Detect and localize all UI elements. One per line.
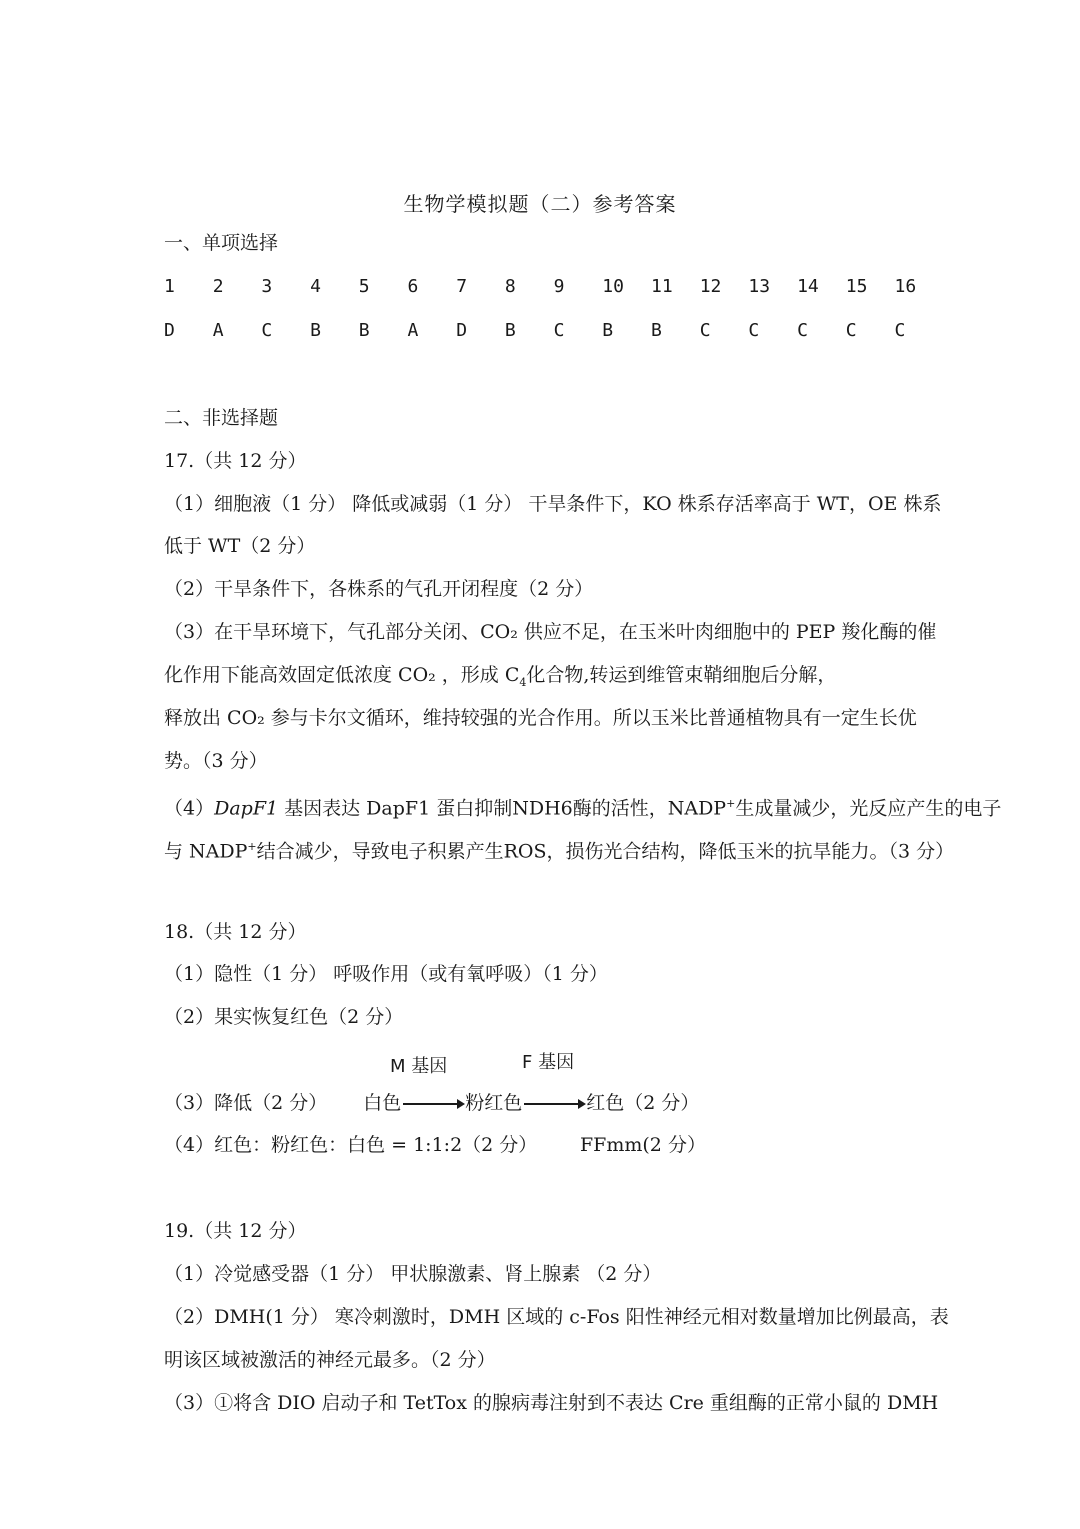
- c4-subscript: 4: [519, 675, 527, 689]
- question-number: 3: [261, 276, 273, 297]
- color-white: 白色: [363, 1092, 402, 1114]
- q17-part4-line2-rest: 结合减少，导致电子积累产生ROS，损伤光合结构，降低玉米的抗旱能力。（3 分）: [256, 840, 955, 863]
- q17-part4-mid: 基因表达 DapF1 蛋白抑制NDH6酶的活性，NADP: [278, 797, 727, 820]
- question-number: 15: [845, 276, 868, 297]
- question-number: 6: [407, 276, 419, 297]
- q17-part3-line3: 释放出 CO₂ 参与卡尔文循环，维持较强的光合作用。所以玉米比普通植物具有一定生长优: [164, 707, 917, 729]
- answer-letter: A: [407, 320, 419, 341]
- answer-letter: B: [504, 320, 516, 341]
- question-number: 5: [358, 276, 370, 297]
- question-number: 13: [748, 276, 771, 297]
- q17-part1-line1: （1）细胞液（1 分） 降低或减弱（1 分） 干旱条件下，KO 株系存活率高于 WT，OE 株系: [164, 493, 942, 515]
- question-number: 12: [699, 276, 722, 297]
- color-red: 红色（2 分）: [586, 1092, 700, 1114]
- question-number: 14: [797, 276, 819, 297]
- arrow-icon: [403, 1103, 463, 1105]
- question-number: 7: [456, 276, 468, 297]
- nadp-superscript: +: [726, 797, 736, 810]
- q17-part3-line1: （3）在干旱环境下，气孔部分关闭、CO₂ 供应不足，在玉米叶肉细胞中的 PEP 羧化酶的催: [164, 621, 937, 643]
- section-heading-nonchoice: 二、非选择题: [164, 407, 279, 429]
- answer-letter: B: [310, 320, 321, 341]
- question-number: 1: [164, 276, 175, 297]
- gene-name: DapF1: [214, 797, 279, 820]
- answer-letter: C: [845, 320, 857, 341]
- answer-letter: C: [797, 320, 808, 341]
- arrow-icon: [524, 1103, 584, 1105]
- q18-part1: （1）隐性（1 分） 呼吸作用（或有氧呼吸）（1 分）: [164, 963, 608, 985]
- answer-letter: C: [553, 320, 565, 341]
- page-title: 生物学模拟题（二）参考答案: [403, 192, 677, 216]
- answer-letter: C: [748, 320, 760, 341]
- q17-part4-rest: 生成量减少，光反应产生的电子: [735, 797, 1002, 820]
- q19-part2-line1: （2）DMH(1 分） 寒冷刺激时，DMH 区域的 c-Fos 阳性神经元相对数量增加比例最高，表: [164, 1306, 949, 1328]
- question-number: 4: [310, 276, 321, 297]
- f-gene-label: F 基因: [522, 1052, 575, 1073]
- q19-part1: （1）冷觉感受器（1 分） 甲状腺激素、肾上腺素 （2 分）: [164, 1263, 662, 1285]
- answer-letter: A: [212, 320, 224, 341]
- color-pink: 粉红色: [465, 1092, 523, 1114]
- q17-part3-line2-text: 化作用下能高效固定低浓度 CO₂ ，形成 C: [164, 664, 520, 686]
- m-gene-label: M 基因: [390, 1056, 448, 1077]
- answer-letter: D: [164, 320, 175, 341]
- section-heading-choice: 一、单项选择: [164, 232, 279, 254]
- q17-part4-prefix: （4）: [164, 797, 215, 820]
- q19-part2-line2: 明该区域被激活的神经元最多。（2 分）: [164, 1349, 496, 1371]
- question-number: 16: [894, 276, 917, 297]
- answer-letter: B: [358, 320, 370, 341]
- q18-part3: [164, 1089, 699, 1117]
- q19-part3-line1: （3）①将含 DIO 启动子和 TetTox 的腺病毒注射到不表达 Cre 重组酶的正常小鼠的 DMH: [164, 1392, 939, 1414]
- question-number: 11: [651, 276, 673, 297]
- question-number: 8: [504, 276, 516, 297]
- answer-letter: B: [602, 320, 614, 341]
- answer-letter: C: [699, 320, 711, 341]
- q17-part3-line2-rest: 化合物,转运到维管束鞘细胞后分解，: [526, 664, 837, 686]
- answer-letter: B: [651, 320, 662, 341]
- q18-part3-prefix: （3）降低（2 分）: [164, 1092, 328, 1114]
- question-number: 10: [602, 276, 624, 297]
- q18-part2: （2）果实恢复红色（2 分）: [164, 1006, 404, 1028]
- q17-part1-line2: 低于 WT（2 分）: [164, 535, 316, 557]
- q17-part4-line2: [164, 833, 954, 865]
- answer-letter: C: [894, 320, 906, 341]
- q18-header: 18.（共 12 分）: [164, 921, 307, 943]
- nadp-superscript: +: [247, 840, 257, 853]
- question-number: 9: [553, 276, 565, 297]
- q17-part3-line2: [164, 661, 836, 697]
- q18-part4-genotype: FFmm(2 分）: [580, 1134, 706, 1156]
- q17-header: 17.（共 12 分）: [164, 450, 307, 472]
- question-number: 2: [212, 276, 224, 297]
- answer-letter: D: [456, 320, 468, 341]
- q17-part4-line1: [164, 790, 1001, 822]
- q19-header: 19.（共 12 分）: [164, 1220, 307, 1242]
- answer-letter: C: [261, 320, 273, 341]
- q17-part4-line2-pre: 与 NADP: [164, 840, 248, 863]
- q18-part4-ratio: （4）红色：粉红色：白色 = 1:1:2（2 分）: [164, 1134, 538, 1156]
- q17-part3-line4: 势。（3 分）: [164, 750, 268, 772]
- q17-part2: （2）干旱条件下，各株系的气孔开闭程度（2 分）: [164, 578, 594, 600]
